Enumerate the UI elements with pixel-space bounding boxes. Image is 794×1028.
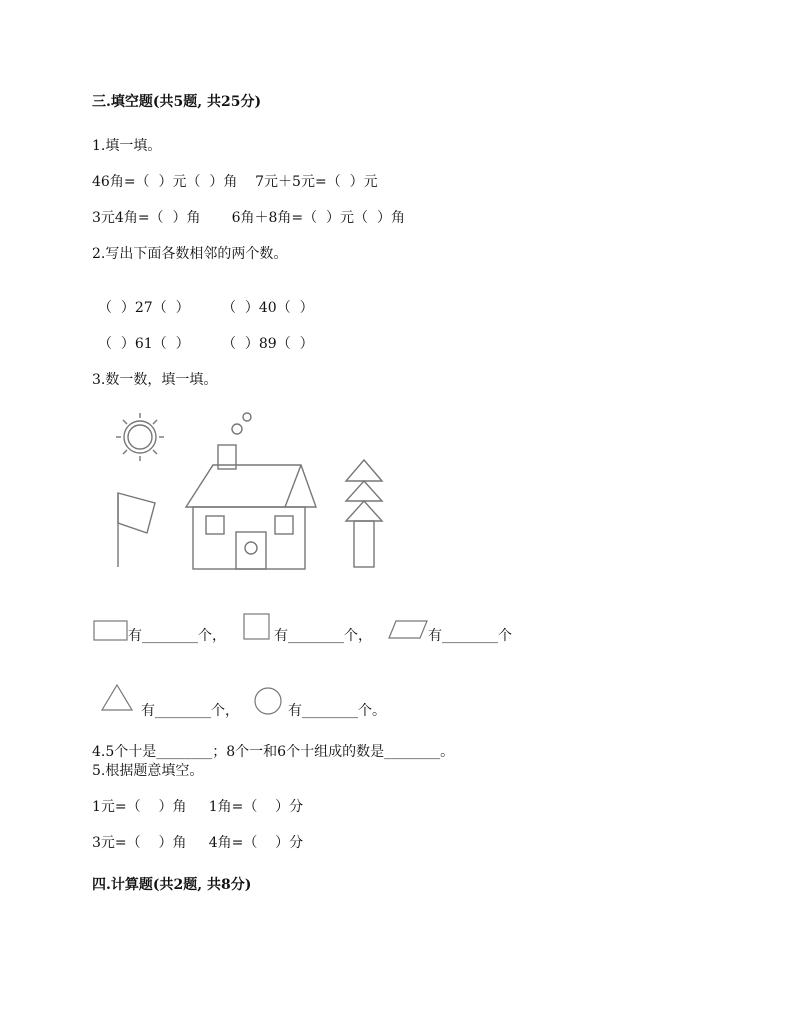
question-1-line-2: 3元4角=（ ）角 6角＋8角=（ ）元（ ）角: [92, 210, 405, 226]
rectangle-icon: [93, 620, 129, 642]
count-circle-blank: 有________个。: [288, 703, 386, 719]
question-2-item: （ ）89（ ）: [222, 336, 314, 352]
tree-icon: [342, 455, 386, 575]
question-5-label: 5.根据题意填空。: [92, 763, 204, 779]
count-rectangle-blank: 有________个，: [128, 628, 226, 644]
question-2-item: （ ）40（ ）: [222, 300, 314, 316]
section-4-heading: 四.计算题(共2题, 共8分): [92, 877, 252, 893]
count-triangle-blank: 有________个，: [141, 703, 239, 719]
question-2-label: 2.写出下面各数相邻的两个数。: [92, 246, 288, 262]
section-3-heading: 三.填空题(共5题, 共25分): [92, 94, 262, 110]
question-3-label: 3.数一数，填一填。: [92, 372, 218, 388]
square-icon: [243, 613, 271, 641]
flag-icon: [118, 493, 155, 567]
count-square-blank: 有________个，: [274, 628, 372, 644]
question-2-item: （ ）61（ ）: [98, 336, 190, 352]
question-5-line-2: 3元=（ ）角 4角=（ ）分: [92, 835, 304, 851]
parallelogram-icon: [388, 620, 428, 640]
question-1-line-1: 46角=（ ）元（ ）角 7元＋5元=（ ）元: [92, 174, 378, 190]
question-4-text: 4.5个十是________；8个一和6个十组成的数是________。: [92, 744, 455, 760]
triangle-icon: [100, 684, 134, 712]
circle-icon: [253, 686, 283, 716]
house-icon: [186, 413, 316, 569]
question-5-line-1: 1元=（ ）角 1角=（ ）分: [92, 799, 304, 815]
question-2-item: （ ）27（ ）: [98, 300, 190, 316]
count-parallelogram-blank: 有________个: [428, 628, 512, 644]
sun-icon: [116, 413, 164, 461]
counting-picture: [100, 405, 340, 580]
question-1-label: 1.填一填。: [92, 138, 162, 154]
